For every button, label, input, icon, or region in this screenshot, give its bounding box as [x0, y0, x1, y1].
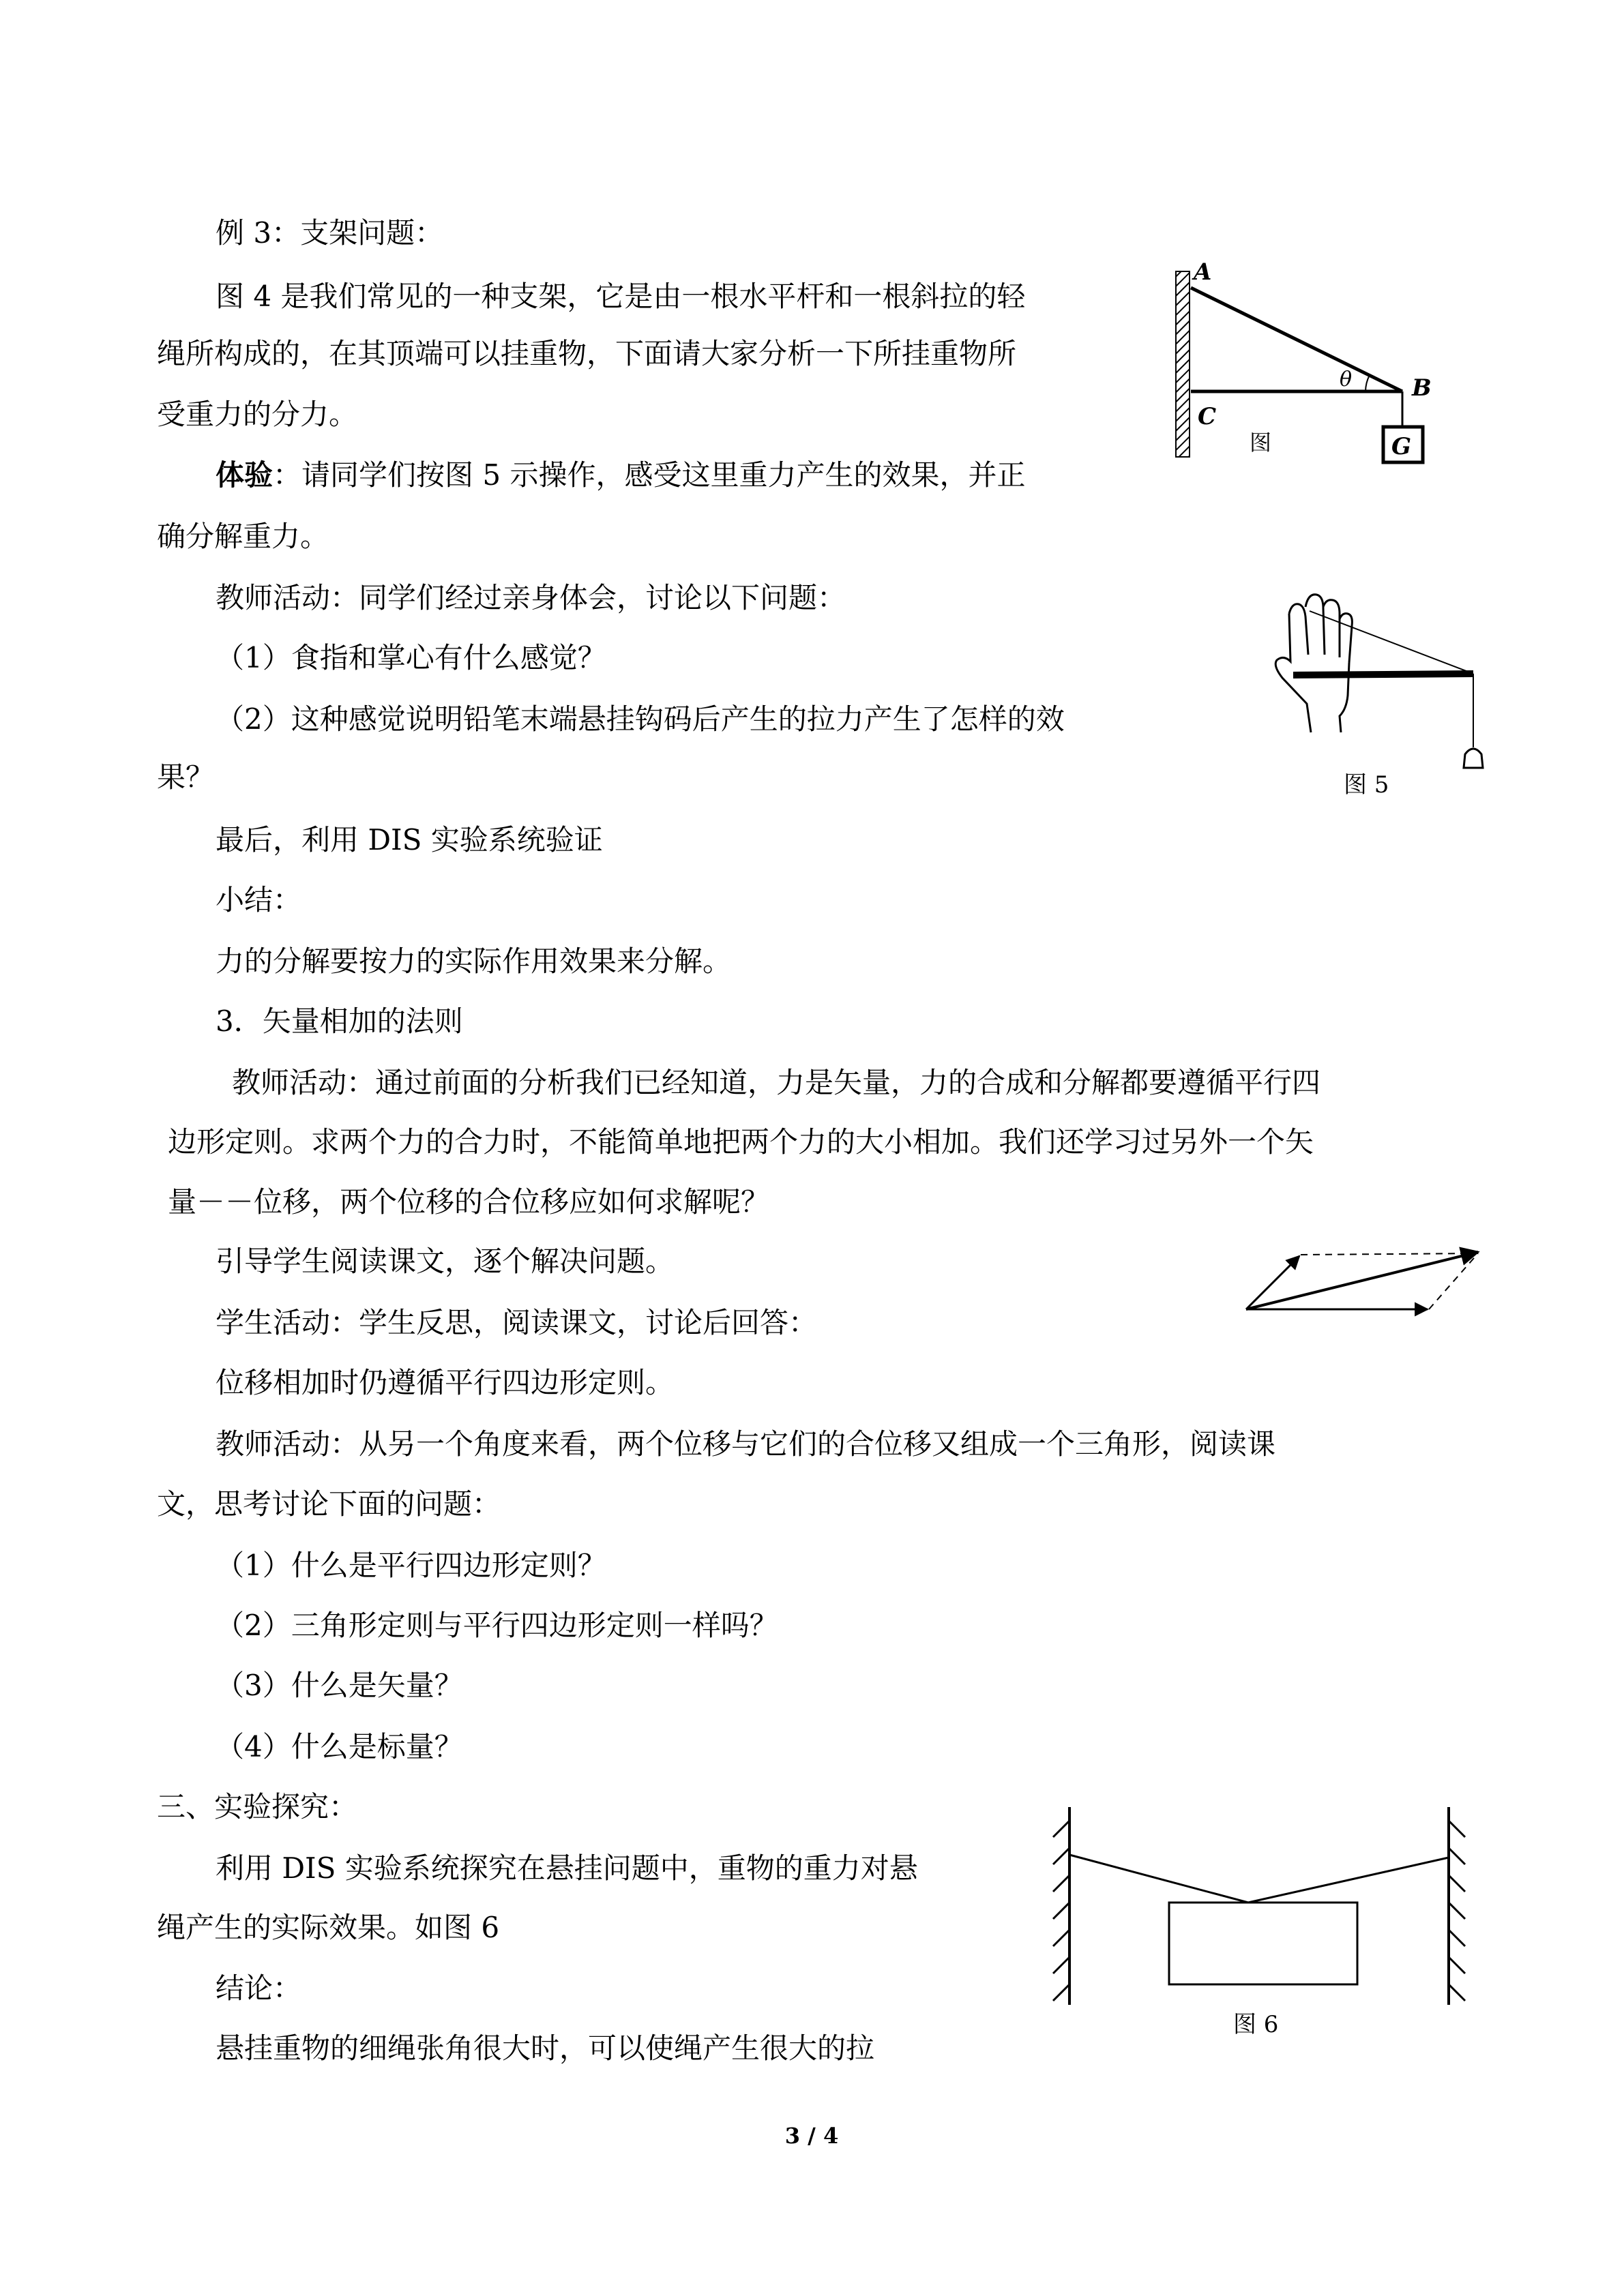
summary-label: 小结：	[216, 883, 302, 916]
paragraph-line: 位移相加时仍遵循平行四边形定则。	[216, 1366, 675, 1399]
page-number: 3 / 4	[784, 2123, 839, 2149]
question-item: （1）食指和掌心有什么感觉？	[216, 641, 606, 674]
figure-6-caption: 图 6	[1233, 2011, 1279, 2038]
rope	[1069, 1855, 1449, 1903]
paragraph-line: 最后，利用 DIS 实验系统验证	[216, 823, 603, 856]
experience-label: 体验	[216, 458, 274, 492]
student-activity: 学生活动：学生反思，阅读课文，讨论后回答：	[216, 1306, 818, 1339]
paragraph-line: 确分解重力。	[157, 520, 329, 553]
resultant-vector	[1246, 1252, 1478, 1309]
vector-parallelogram-diagram	[1238, 1241, 1490, 1323]
label-g: G	[1391, 433, 1412, 460]
question-item: （3）什么是矢量？	[216, 1669, 463, 1702]
left-wall-hatching	[1053, 1821, 1069, 2001]
figure-5-hand-pencil-diagram	[1269, 586, 1494, 798]
figure-5-caption: 图 5	[1344, 771, 1389, 798]
section-heading: 3．矢量相加的法则	[216, 1004, 463, 1038]
paragraph-line: 教师活动：通过前面的分析我们已经知道，力是矢量，力的合成和分解都要遵循平行四	[232, 1066, 1321, 1099]
angle-arc	[1365, 375, 1370, 391]
right-wall-hatching	[1449, 1821, 1465, 2001]
summary-text: 力的分解要按力的实际作用效果来分解。	[216, 944, 732, 978]
label-c: C	[1198, 403, 1217, 430]
paragraph-line: 边形定则。求两个力的合力时，不能简单地把两个力的大小相加。我们还学习过另外一个矢	[168, 1125, 1314, 1159]
figure-4-bracket-diagram	[1173, 259, 1487, 477]
question-item: 果？	[157, 760, 215, 794]
wall	[1176, 271, 1190, 457]
paragraph-line: 绳所构成的，在其顶端可以挂重物，下面请大家分析一下所挂重物所	[157, 337, 1017, 370]
paragraph-line: 受重力的分力。	[157, 398, 358, 431]
experience-text: ：请同学们按图 5 示操作，感受这里重力产生的效果，并正	[273, 458, 1026, 492]
question-item: （2）这种感觉说明铅笔末端悬挂钩码后产生的拉力产生了怎样的效	[216, 702, 1065, 736]
label-b: B	[1412, 374, 1432, 402]
label-a: A	[1194, 259, 1212, 286]
experience-paragraph	[216, 455, 1025, 496]
paragraph-line: 教师活动：从另一个角度来看，两个位移与它们的合位移又组成一个三角形，阅读课	[216, 1427, 1276, 1461]
question-item: （2）三角形定则与平行四边形定则一样吗？	[216, 1609, 778, 1642]
conclusion-text: 悬挂重物的细绳张角很大时，可以使绳产生很大的拉	[216, 2031, 875, 2065]
conclusion-label: 结论：	[216, 1971, 302, 2005]
part-heading: 三、实验探究：	[157, 1790, 358, 1823]
dashed-side-top	[1301, 1253, 1478, 1255]
paragraph-line: 引导学生阅读课文，逐个解决问题。	[216, 1244, 675, 1278]
question-item: （1）什么是平行四边形定则？	[216, 1549, 606, 1582]
paragraph-line: 绳产生的实际效果。如图 6	[157, 1911, 500, 1944]
hook-weight	[1464, 749, 1483, 768]
figure-6-suspension-diagram	[1042, 1800, 1479, 2046]
hand-outline	[1275, 595, 1352, 732]
figure-4-caption: 图	[1250, 430, 1272, 456]
vector-a	[1246, 1256, 1299, 1309]
string-to-finger	[1310, 611, 1473, 674]
paragraph-line: 图 4 是我们常见的一种支架，它是由一根水平杆和一根斜拉的轻	[216, 280, 1026, 313]
paragraph-line: 量－－位移，两个位移的合位移应如何求解呢？	[168, 1185, 770, 1219]
paragraph-line: 文，思考讨论下面的问题：	[157, 1487, 501, 1521]
pencil	[1293, 674, 1473, 675]
question-item: （4）什么是标量？	[216, 1730, 463, 1763]
label-theta: θ	[1340, 368, 1353, 391]
hanging-weight	[1169, 1903, 1357, 1984]
teacher-activity: 教师活动：同学们经过亲身体会，讨论以下问题：	[216, 581, 846, 614]
paragraph-line: 利用 DIS 实验系统探究在悬挂问题中，重物的重力对悬	[216, 1851, 918, 1885]
example3-heading: 例 3：支架问题：	[216, 216, 444, 250]
rope-ab	[1191, 288, 1402, 391]
